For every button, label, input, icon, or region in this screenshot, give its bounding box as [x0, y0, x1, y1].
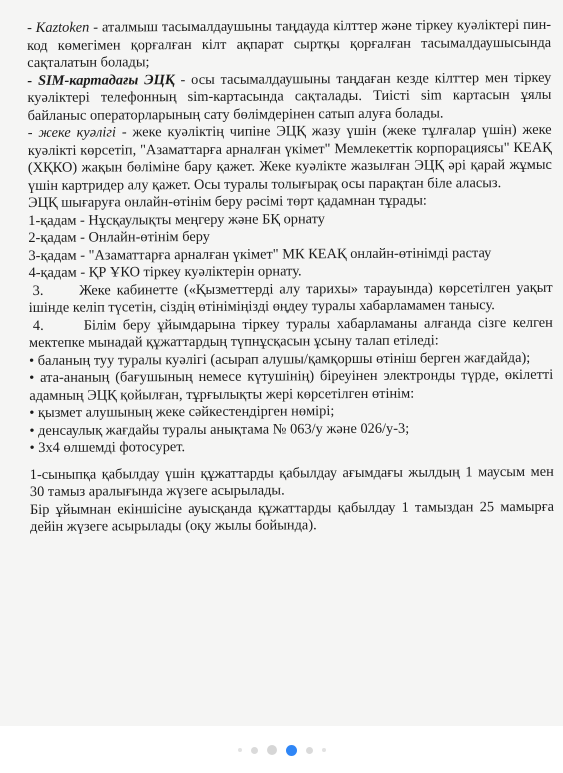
term-id-card: - жеке куәлігі: [27, 124, 117, 141]
required-documents-list: [29, 349, 554, 457]
page-dot[interactable]: [322, 748, 326, 752]
paragraph-kaztoken: [27, 17, 551, 73]
step-3: 3-қадам - "Азаматтарға арналған үкімет" МК КЕАҚ онлайн-өтінімді растау: [28, 244, 492, 264]
paragraph-body: - осы тасымалдаушыны таңдаған кезде кілттер мен тіркеу куәліктері телефонның sim-картасында сақталады. Тиісті sim картасын ұялы байланыс операторларының сату бөлімдерінен сатып алуға болады.: [27, 69, 552, 124]
paragraph-first-grade: 1-сыныпқа қабылдау үшін құжаттарды қабылдау ағымдағы жылдың 1 маусым мен 30 тамыз аралығында жүзеге асырылады.: [29, 463, 554, 500]
list-item: • баланың туу туралы куәлігі (асырап алушы/қамқоршы өтініш берген жағдайда);: [29, 349, 531, 369]
page-dot[interactable]: [306, 747, 313, 754]
steps-intro: ЭЦҚ шығаруға онлайн-өтінім беру рәсімі төрт қадамнан тұрады:: [28, 192, 427, 211]
list-item: • қызмет алушының жеке сәйкестендірген нөмірі;: [29, 403, 335, 421]
list-item: • 3х4 өлшемді фотосурет.: [29, 439, 186, 456]
numbered-item-4: 4. Білім беру ұйымдарына тіркеу туралы хабарламаны алғанда сізге келген мектепке мынадай құжаттардың түпнұсқасын ұсыну талап етіледі:: [28, 314, 557, 351]
paragraph-transfer: Бір ұйымнан екіншісіне ауысқанда құжаттарды қабылдау 1 тамыздан 25 мамырға дейін жүзеге асырылады (оқу жылы бойында).: [29, 498, 555, 535]
page-dot[interactable]: [267, 745, 277, 755]
list-item: • ата-ананың (бағушының немесе күтушінің) біреуінен электронды түрде, өкілетті адамның ЭЦҚ қойылған, тұрғылықты жері көрсетілген өтінім:: [29, 366, 554, 404]
step-4: 4-қадам - ҚР ҰКО тіркеу куәліктерін орнату.: [28, 263, 302, 281]
page-dot[interactable]: [238, 748, 242, 752]
document-text: [27, 16, 557, 537]
paragraph-body: - жеке куәліктің чипіне ЭЦҚ жазу үшін (жеке тұлғалар үшін) жеке куәлікті көрсетіп, "Азаматтарға арналған үкімет" Мемлекеттік корпорациясы" КЕАҚ (ХҚКО) жақын бөліміне бару қажет. Жеке куәлікте жазылған ЭЦҚ әрі қарай жұмыс үшін картридер алу қажет. Осы туралы толығырақ осы парақтан біле аласыз.: [27, 121, 552, 194]
list-item: • денсаулық жағдайы туралы анықтама № 063/у және 026/у-3;: [29, 420, 410, 439]
numbered-item-3: 3. Жеке кабинетте («Қызметтерді алу тарихы» тарауында) көрсетілген уақыт ішінде келіп түсетін, сіздің өтініміңізді өңдеу туралы хабарламамен танысу.: [28, 279, 557, 316]
page-dot[interactable]: [251, 747, 258, 754]
paragraph-sim: [27, 69, 551, 125]
page-indicator: [0, 742, 563, 758]
step-1: 1-қадам - Нұсқаулықты меңгеру және БҚ орнату: [28, 210, 326, 229]
paragraph-body: - аталмыш тасымалдаушыны таңдауда кілттер және тіркеу куәліктері пин-код көмегімен қорғалған кілт ақпарат сыртқы қорғалған тасымалдаушысында сақталатын болады;: [27, 16, 552, 71]
step-2: 2-қадам - Онлайн-өтінім беру: [28, 228, 211, 246]
term-sim: - SIM-картадағы ЭЦҚ: [27, 71, 175, 89]
paragraph-id-card: [28, 122, 552, 195]
term-kaztoken: - Kaztoken: [27, 19, 90, 36]
page-dot-active[interactable]: [286, 745, 297, 756]
